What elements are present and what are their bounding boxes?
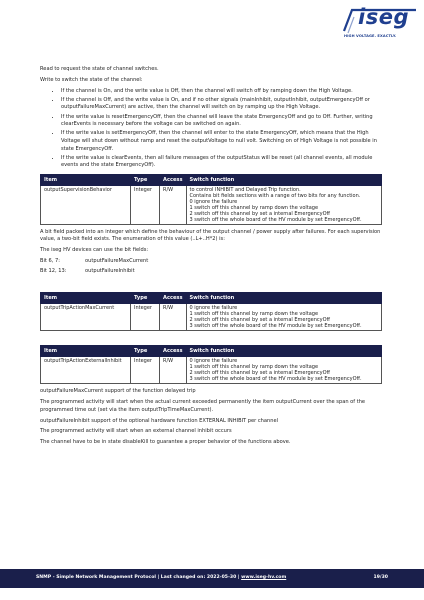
header-item: Item [41, 346, 131, 357]
logo-tagline: HIGH VOLTAGE. EXACTLY. [344, 34, 397, 38]
bitfield-row [40, 258, 386, 266]
bitfield-name: outputFailureMaxCurrent [85, 258, 149, 265]
inhibit-activity: The programmed activity will start when an external channel inhibit occurs [40, 428, 232, 435]
cell-item: outputTripActionExternalInhibit [41, 357, 131, 384]
header-access: Access [160, 346, 187, 357]
footer-text [36, 575, 286, 580]
function-line: 0 ignore the failure [189, 358, 238, 365]
function-line: 0 ignore the failure [189, 198, 238, 205]
cell-access: R/W [160, 185, 187, 224]
table-header-row [41, 174, 382, 185]
page-content [40, 66, 386, 450]
function-line: to control INHIBIT and Delayed Trip function. [189, 186, 301, 193]
bitfield-name: outputFailureInhibit [85, 268, 135, 275]
function-line: 0 ignore the failure [189, 305, 238, 312]
cell-type: Integer [131, 185, 160, 224]
cell-type: Integer [131, 304, 160, 331]
bullet-off: • If the channel is On, and the write value is Off, then the channel will switch off by ramping down the High Voltage. [61, 88, 386, 96]
cell-function [186, 357, 382, 384]
bullet-on: • If the channel is Off, and the write value is On, and if no other signals (mainInhibit, outputInhibit, outputEmergencyOff or outputFailureMaxCurrent) are active, then the channel will switch on by ramping up the High Voltage. [61, 97, 386, 112]
cell-function [186, 304, 382, 331]
page-footer [0, 569, 424, 588]
cell-function [186, 185, 382, 224]
intro-write: Write to switch the state of the channel: [40, 76, 143, 83]
bitfield-bits: Bit 6, 7: [40, 258, 60, 265]
supervision-behavior-table [40, 174, 382, 225]
function-line: 3 switch off the whole board of the HV module by set EmergencyOff. [189, 376, 362, 383]
table-header-row [41, 293, 382, 304]
footer-info: SNMP - Simple Network Management Protocol | Last changed on: 2022-05-30 | [36, 575, 242, 580]
cell-item: outputTripActionMaxCurrent [41, 304, 131, 331]
function-line: 1 switch off this channel by ramp down the voltage [189, 364, 319, 371]
bitfield-intro: The iseg HV devices can use the bit fields: [40, 247, 149, 254]
max-current-support: outputFailureMaxCurrent support of the function delayed trip [40, 388, 196, 395]
disable-kill-note: The channel have to be in state disableKill to guarantee a proper behavior of the functions above. [40, 439, 291, 446]
bitfield-description: A bit field packed into an integer which define the behaviour of the output channel / power supply after failures. For each supervision value, a two-bit field exists. The enumeration of this value (..L+..H*2) is: [40, 228, 381, 243]
trip-action-max-current-table [40, 292, 382, 331]
bitfield-row [40, 268, 386, 276]
max-current-activity: The programmed activity will start when the actual current exceeded permanently the item outputCurrent over the span of the programmed time out (set via the item outputTripTimeMaxCurrent). [40, 399, 366, 413]
cell-type: Integer [131, 357, 160, 384]
header-access: Access [160, 293, 187, 304]
bullet-set-emergency: • If the write value is setEmergencyOff, then the channel will enter to the state EmergencyOff, which means that the High Voltage will shut down without ramp and reset the outputVoltage to null volt. Switching on of High Voltage is not possible in state EmergencyOff. [61, 130, 386, 153]
bullet-clear-events: • If the write value is clearEvents, then all failure messages of the outputStatus will be reset (all channel events, all module events and the state EmergencyOff). [61, 155, 386, 170]
bullet-reset-emergency: • If the write value is resetEmergencyOff, then the channel will leave the state EmergencyOff and go to Off. Further, writing clearEvents is necessary before the voltage can be switched on again. [61, 114, 386, 129]
table-row [41, 304, 382, 331]
function-line: 3 switch off the whole board of the HV module by set EmergencyOff. [189, 216, 362, 223]
function-line: 2 switch off this channel by set a internal EmergencyOff [189, 370, 330, 377]
intro-read: Read to request the state of channel switches. [40, 66, 159, 72]
function-line: 2 switch off this channel by set a internal EmergencyOff [189, 317, 330, 324]
iseg-logo [340, 7, 418, 47]
cell-item: outputSupervisionBehavior [41, 185, 131, 224]
function-line: Contains bit fields sections with a range of two bits for any function. [189, 192, 361, 199]
cell-access: R/W [160, 357, 187, 384]
header-access: Access [160, 174, 187, 185]
table-row [41, 357, 382, 384]
header-type: Type [131, 346, 160, 357]
trip-action-external-inhibit-table [40, 345, 382, 384]
header-type: Type [131, 174, 160, 185]
footer-website-link[interactable]: www.iseg-hv.com [241, 575, 287, 580]
header-type: Type [131, 293, 160, 304]
table-row [41, 185, 382, 224]
function-line: 3 switch off the whole board of the HV module by set EmergencyOff. [189, 323, 362, 330]
bitfield-bits: Bit 12, 13: [40, 268, 67, 275]
function-line: 1 switch off this channel by ramp down the voltage [189, 311, 319, 318]
function-line: 1 switch off this channel by ramp down the voltage [189, 204, 319, 211]
inhibit-support: outputFailureInhibit support of the optional hardware function EXTERNAL INHIBIT per channel [40, 417, 279, 424]
table-header-row [41, 346, 382, 357]
header-function: Switch function [186, 346, 382, 357]
function-line: 2 switch off this channel by set a internal EmergencyOff [189, 210, 330, 217]
cell-access: R/W [160, 304, 187, 331]
header-function: Switch function [186, 293, 382, 304]
logo-word: iseg [358, 5, 409, 29]
header-function: Switch function [186, 174, 382, 185]
page-number: 19/30 [373, 575, 388, 580]
header-item: Item [41, 174, 131, 185]
switch-bullet-list [40, 88, 386, 170]
header-item: Item [41, 293, 131, 304]
